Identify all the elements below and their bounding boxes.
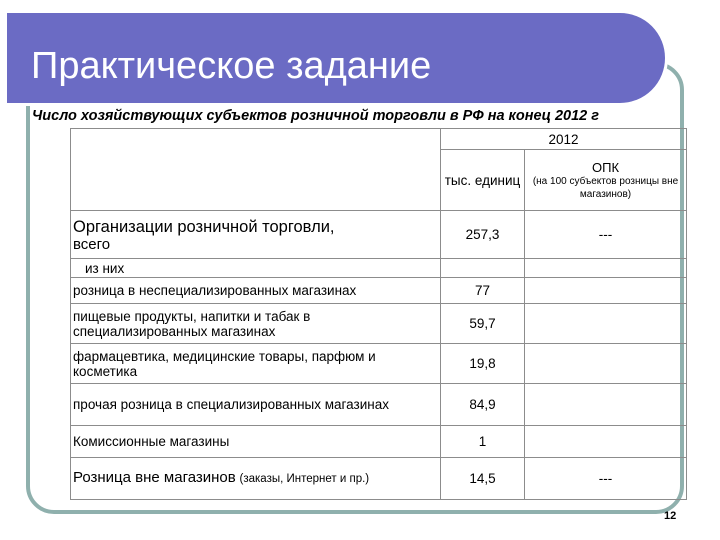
of-which-value (441, 259, 525, 278)
row-label: пищевые продукты, напитки и табак в специализированных магазинах (71, 304, 441, 344)
row-opk (525, 426, 687, 458)
title-banner (4, 10, 668, 106)
retail-entities-table (70, 128, 687, 500)
row-opk (525, 304, 687, 344)
total-label: Организации розничной торговли, (73, 218, 335, 236)
table-row (71, 259, 687, 278)
row-value: 59,7 (441, 304, 525, 344)
total-label-cell (71, 211, 441, 259)
row-opk (525, 344, 687, 384)
row-value: 19,8 (441, 344, 525, 384)
table-row (71, 278, 687, 304)
slide-title: Практическое задание (31, 45, 432, 87)
table-caption: Число хозяйствующих субъектов розничной торговли в РФ на конец 2012 г (32, 108, 600, 124)
year-header: 2012 (441, 129, 687, 150)
row-value: 84,9 (441, 384, 525, 426)
nonstore-opk: --- (525, 458, 687, 500)
total-value: 257,3 (441, 211, 525, 259)
table-row (71, 211, 687, 259)
row-label: Комиссионные магазины (71, 426, 441, 458)
of-which-label: из них (71, 259, 441, 278)
opk-title: ОПК (591, 159, 620, 175)
row-opk (525, 384, 687, 426)
table-row (71, 384, 687, 426)
opk-note: (на 100 субъектов розницы вне магазинов) (532, 175, 679, 200)
total-label-cont: всего (73, 236, 111, 253)
opk-header (525, 150, 687, 211)
table-row (71, 344, 687, 384)
unit-header: тыс. единиц (441, 150, 525, 211)
row-label: фармацевтика, медицинские товары, парфюм и косметика (71, 344, 441, 384)
table-row (71, 458, 687, 500)
page-number: 12 (664, 510, 677, 522)
row-label: розница в неспециализированных магазинах (71, 278, 441, 304)
row-value: 77 (441, 278, 525, 304)
header-blank-cell (71, 129, 441, 211)
row-opk (525, 278, 687, 304)
table-row (71, 304, 687, 344)
nonstore-label-cell (71, 458, 441, 500)
nonstore-label: Розница вне магазинов (73, 469, 236, 486)
row-value: 1 (441, 426, 525, 458)
of-which-opk (525, 259, 687, 278)
row-label: прочая розница в специализированных магазинах (71, 384, 441, 426)
total-opk: --- (525, 211, 687, 259)
nonstore-value: 14,5 (441, 458, 525, 500)
table-row (71, 426, 687, 458)
nonstore-note: (заказы, Интернет и пр.) (239, 473, 370, 485)
